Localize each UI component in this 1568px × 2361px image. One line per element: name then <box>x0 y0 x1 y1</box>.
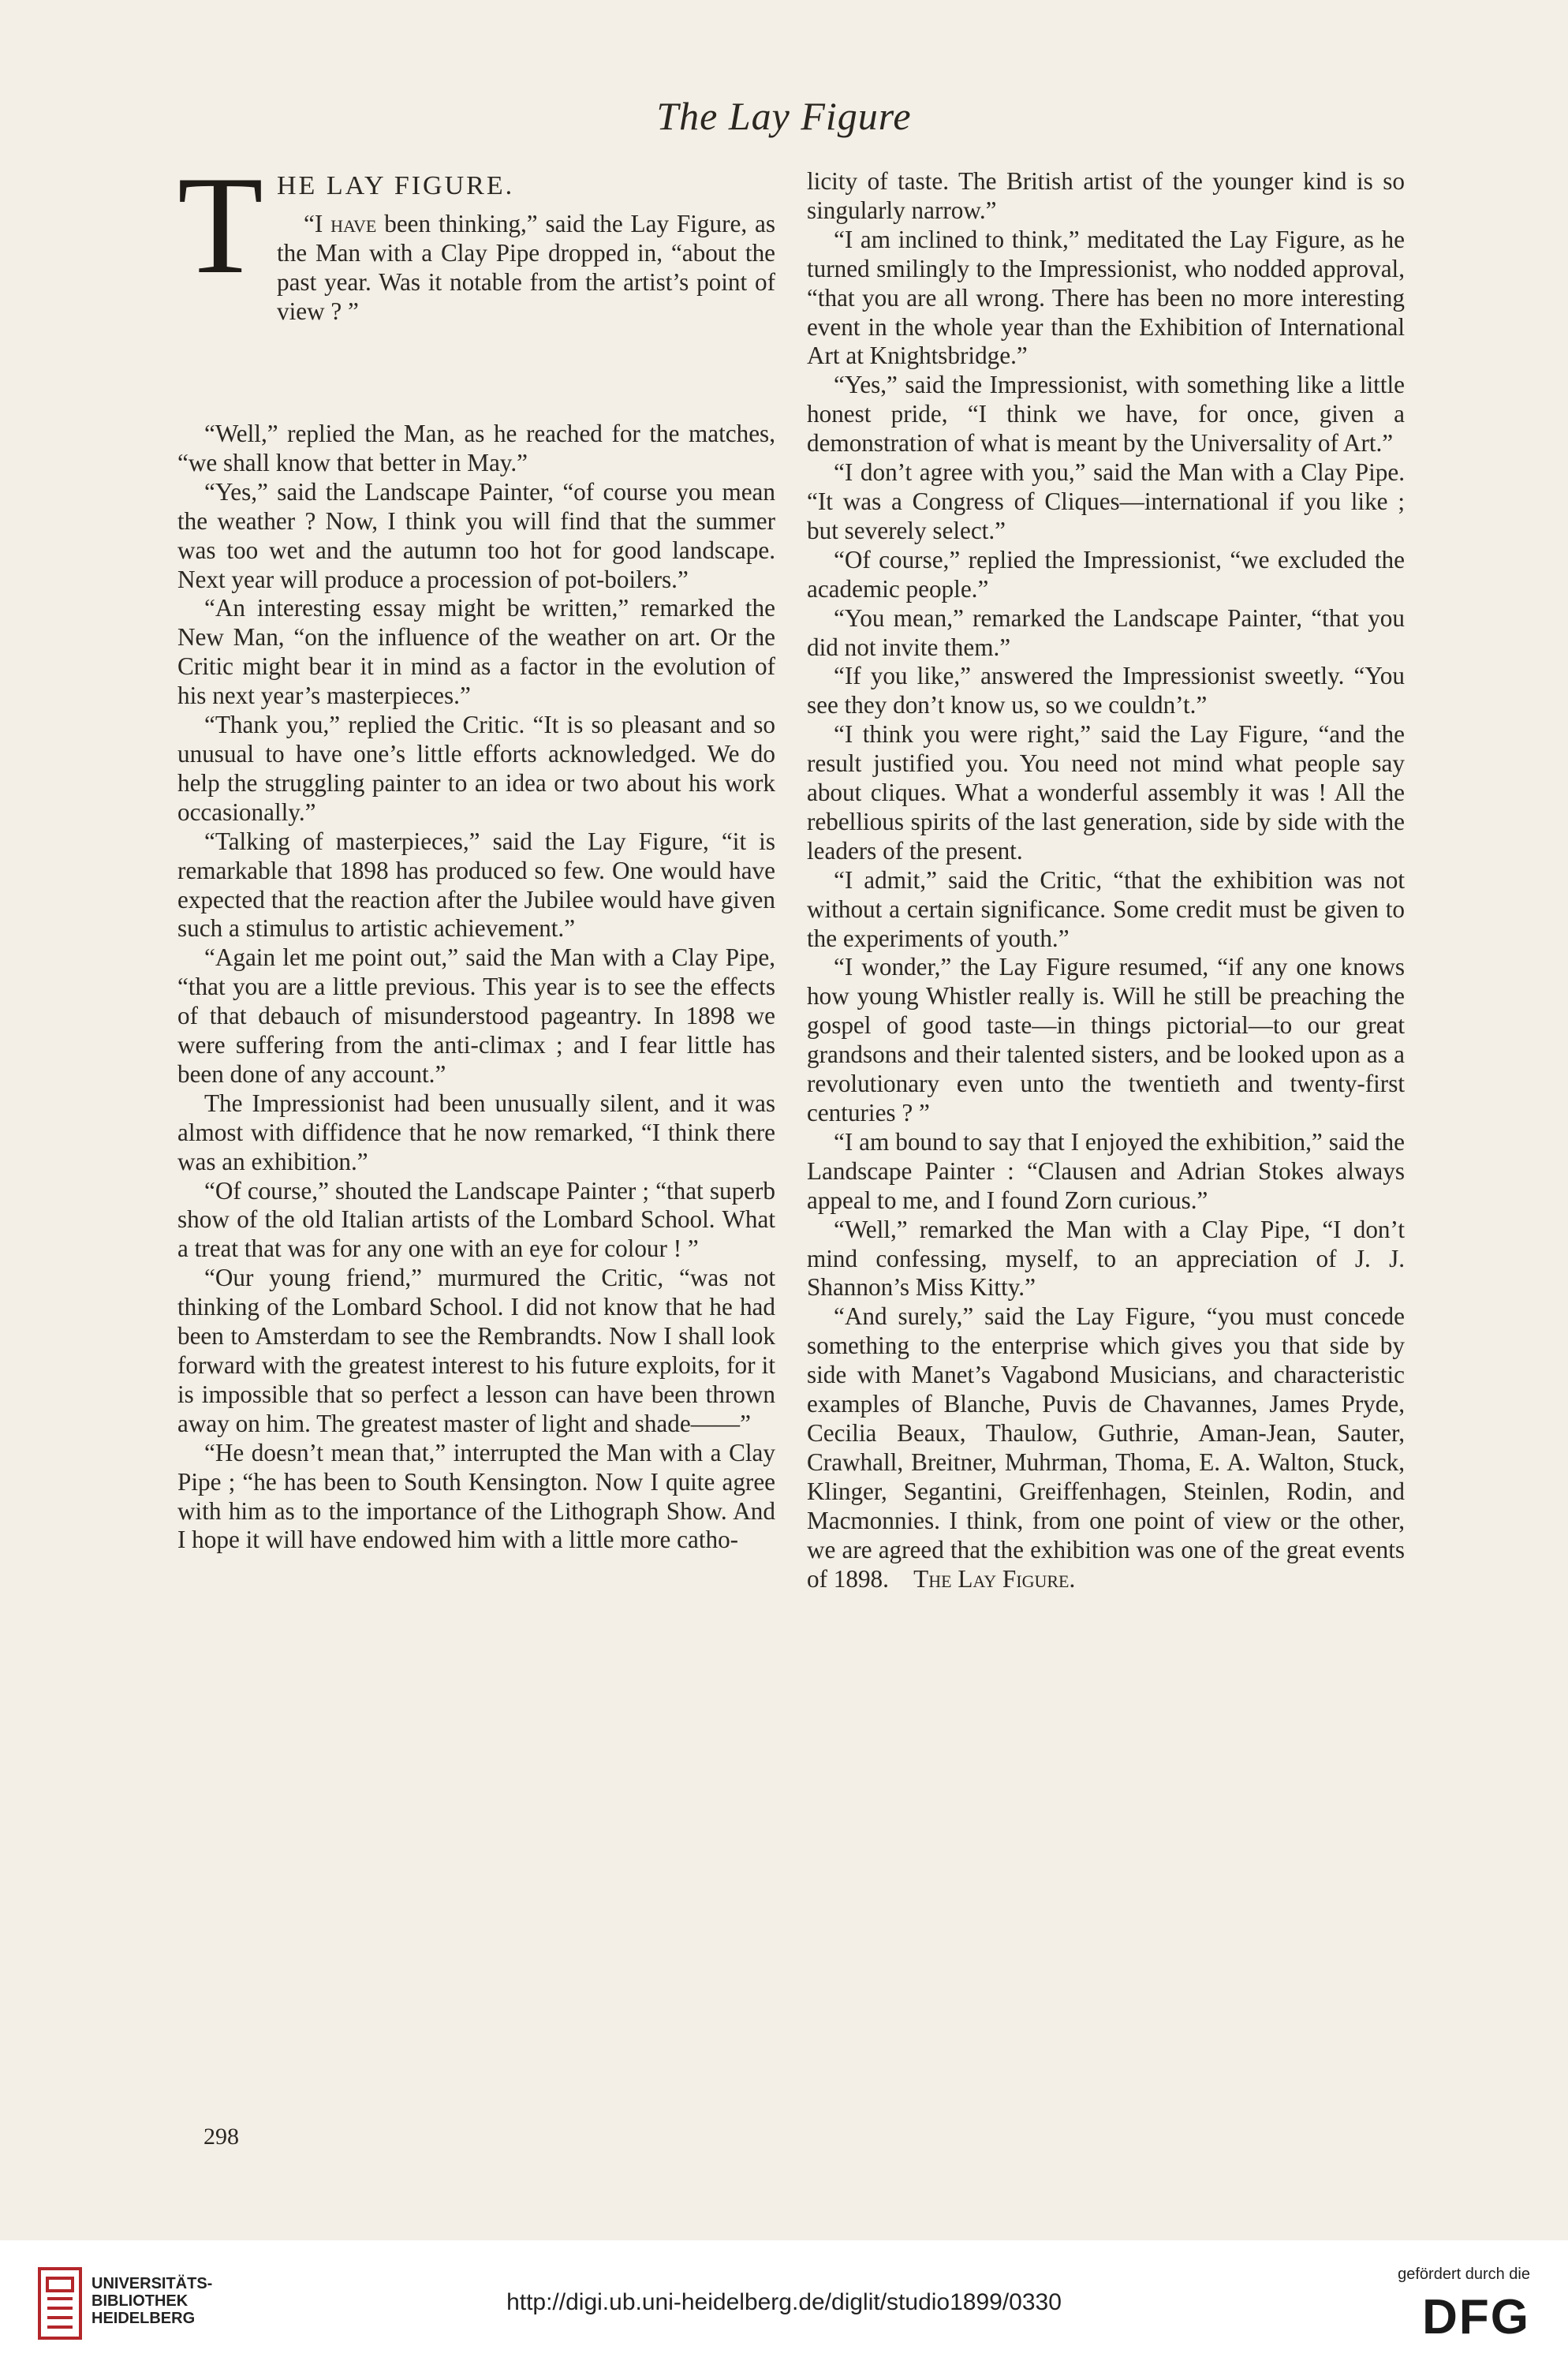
opening-paragraph: “I have been thinking,” said the Lay Figure, as the Man with a Clay Pipe dropped in, “about the past year. Was it notable from the artist’s point of view ? ” <box>277 210 775 325</box>
page-number: 298 <box>203 2124 239 2150</box>
opening-lead: I have <box>314 210 377 237</box>
library-line: BIBLIOTHEK <box>91 2292 189 2310</box>
body-paragraph: “I think you were right,” said the Lay Figure, “and the result justified you. You need not mind what people say about cliques. What a wonderful assembly it was ! All the rebellious spirits of the last generation, side by side with the leaders of the present. <box>807 720 1405 865</box>
library-line: UNIVERSITÄTS- <box>91 2275 213 2292</box>
body-paragraph: “An interesting essay might be written,” remarked the New Man, “on the influence of the weather on art. Or the Critic might bear it in mind as a factor in the evolution of his next year’s masterpieces.” <box>177 594 775 710</box>
body-paragraph: “Yes,” said the Impressionist, with something like a little honest pride, “I think we have, for once, given a demonstration of what is meant by the Universality of Art.” <box>807 371 1405 458</box>
body-paragraph: “He doesn’t mean that,” interrupted the Man with a Clay Pipe ; “he has been to South Kensington. Now I quite agree with him as to the importance of the Lithograph Show. And I hope it will have endowed him with a little more catho- <box>177 1438 775 1554</box>
left-column <box>177 147 775 1555</box>
dfg-logo: DFG <box>1422 2290 1530 2344</box>
body-paragraph: “Talking of masterpieces,” said the Lay Figure, “it is remarkable that 1898 has produced so few. One would have expected that the reaction after the Jubilee would have given such a stimulus to artistic achievement.” <box>177 827 775 943</box>
running-head: The Lay Figure <box>656 94 912 138</box>
body-paragraph: “Well,” remarked the Man with a Clay Pipe, “I don’t mind confessing, myself, to an appreciation of J. J. Shannon’s Miss Kitty.” <box>807 1215 1405 1302</box>
body-paragraph: “Yes,” said the Landscape Painter, “of course you mean the weather ? Now, I think you will find that the summer was too wet and the autumn too hot for good landscape. Next year will produce a procession of pot-boilers.” <box>177 477 775 593</box>
body-paragraph: “Again let me point out,” said the Man with a Clay Pipe, “that you are a little previous. This year is to see the effects of that debauch of misunderstood pageantry. In 1898 we were suffering from the anti-climax ; and I fear little has been done of any account.” <box>177 943 775 1088</box>
body-paragraph: “Of course,” replied the Impressionist, “we excluded the academic people.” <box>807 545 1405 603</box>
body-paragraph: “I am inclined to think,” meditated the Lay Figure, as he turned smilingly to the Impressionist, who nodded approval, “that you are all wrong. There has been no more interesting event in the whole year than the Exhibition of International Art at Knightsbridge.” <box>807 225 1405 370</box>
drop-cap: T <box>177 147 263 303</box>
body-paragraph: “Of course,” shouted the Landscape Painter ; “that superb show of the old Italian artists of the Lombard School. What a treat that was for any one with an eye for colour ! ” <box>177 1176 775 1263</box>
continuation-paragraph: licity of taste. The British artist of the younger kind is so singularly narrow.” <box>807 167 1405 224</box>
body-paragraph: “Thank you,” replied the Critic. “It is so pleasant and so unusual to have one’s little efforts acknowledged. We do help the struggling painter to an idea or two about his work occasionally.” <box>177 711 775 826</box>
right-column <box>807 167 1405 1593</box>
body-paragraph: “I am bound to say that I enjoyed the exhibition,” said the Landscape Painter : “Clausen and Adrian Stokes always appeal to me, and I found Zorn curious.” <box>807 1127 1405 1214</box>
left-paragraphs <box>177 420 775 1555</box>
signature: The Lay Figure. <box>913 1564 1076 1593</box>
title-block <box>177 147 775 420</box>
library-line: HEIDELBERG <box>91 2310 196 2327</box>
body-paragraph: “Well,” replied the Man, as he reached for the matches, “we shall know that better in May.” <box>177 420 775 476</box>
body-paragraph: “I admit,” said the Critic, “that the exhibition was not without a certain significance. Some credit must be given to the experiments of youth.” <box>807 865 1405 952</box>
digitization-footer <box>0 2240 1568 2361</box>
body-paragraph: “I wonder,” the Lay Figure resumed, “if any one knows how young Whistler really is. Will he still be preaching the gospel of good taste—in things pictorial—to our great grandsons and their talented sisters, and be looked upon as a revolutionary even unto the twentieth and twenty-first centuries ? ” <box>807 953 1405 1126</box>
body-paragraph: The Impressionist had been unusually silent, and it was almost with diffidence that he now remarked, “I think there was an exhibition.” <box>177 1089 775 1175</box>
right-paragraphs <box>807 226 1405 1303</box>
closing-text: “And surely,” said the Lay Figure, “you must concede something to the enterprise which gives you that side by side with Manet’s Vagabond Musicians, and characteristic examples of Blanche, Puvis de Chavannes, James Pryde, Cecilia Beaux, Thaulow, Guthrie, Aman-Jean, Sauter, Crawhall, Breitner, Muhrman, Thoma, E. A. Walton, Stuck, Klinger, Segantini, Greiffenhagen, Steinlen, Rodin, and Macmonnies. I think, from one point of view or the other, we are agreed that the exhibition was one of the great events of 1898. <box>807 1302 1405 1593</box>
closing-paragraph <box>807 1302 1405 1593</box>
body-paragraph: “I don’t agree with you,” said the Man with a Clay Pipe. “It was a Congress of Cliques—international if you like ; but severely select.” <box>807 458 1405 544</box>
body-paragraph: “Our young friend,” murmured the Critic, “was not thinking of the Lombard School. I did not know that he had been to Amsterdam to see the Rembrandts. Now I shall look forward with the greatest interest to his future exploits, for it is impossible that so perfect a lesson can have been thrown away on him. The greatest master of light and shade——” <box>177 1264 775 1437</box>
article-title: HE LAY FIGURE. <box>277 171 515 200</box>
opening-rest: been thinking,” said the Lay Figure, as the Man with a Clay Pipe dropped in, “about the past year. Was it notable from the artist’s point of view ? ” <box>277 210 775 325</box>
body-paragraph: “You mean,” remarked the Landscape Painter, “that you did not invite them.” <box>807 603 1405 661</box>
funded-by-label: gefördert durch die <box>1398 2266 1530 2283</box>
body-paragraph: “If you like,” answered the Impressionist sweetly. “You see they don’t know us, so we couldn’t.” <box>807 662 1405 719</box>
source-url-link[interactable]: http://digi.ub.uni-heidelberg.de/diglit/studio1899/0330 <box>506 2289 1062 2315</box>
